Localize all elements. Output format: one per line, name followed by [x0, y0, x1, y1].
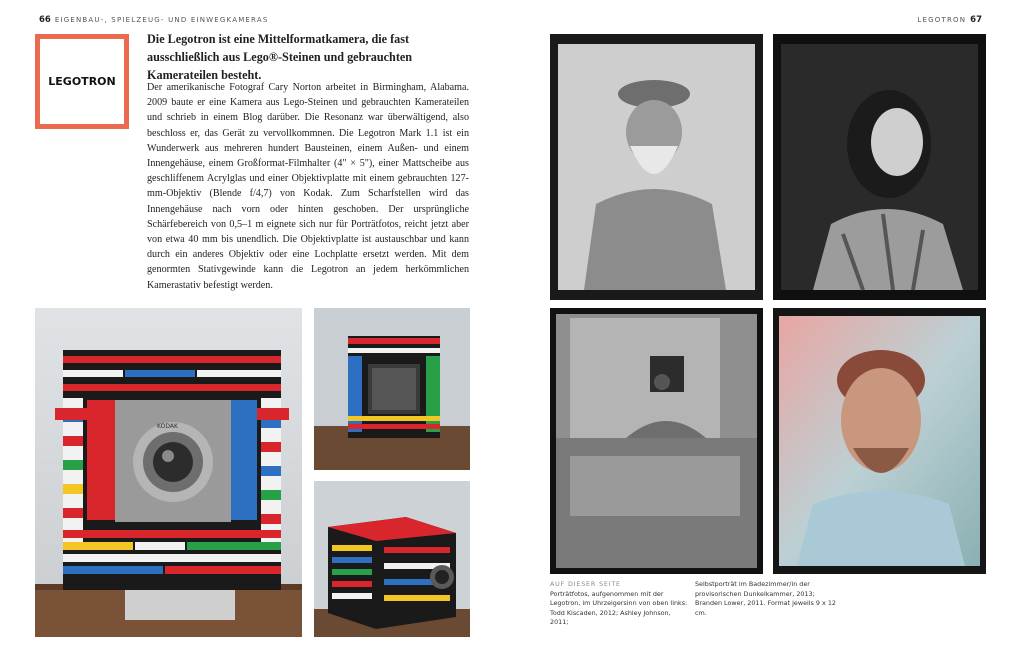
lego-camera-front-photo [35, 308, 302, 637]
running-title-left: EIGENBAU-, SPIELZEUG- UND EINWEGKAMERAS [54, 16, 269, 24]
chapter-title: LEGOTRON [48, 75, 116, 88]
chapter-title-box [35, 34, 129, 129]
running-header-right [917, 15, 986, 25]
page-number-left: 66 [39, 15, 51, 25]
portrait-todd-kiscaden [550, 34, 763, 300]
lego-camera-side-photo [314, 481, 470, 637]
lens-ring-text: KODAK [157, 423, 178, 430]
lego-camera-back-photo [314, 308, 470, 470]
lead-paragraph: Die Legotron ist eine Mittelformatkamera, die fast ausschließlich aus Lego®-Steinen und gebrauchten Kamerateilen besteht. [147, 32, 413, 82]
portrait-ashley-johnson [773, 34, 986, 300]
page-number-right: 67 [970, 15, 982, 25]
running-title-right: LEGOTRON [917, 16, 967, 24]
caption-text-2: Selbstporträt im Badezimmer/in der provisorischen Dunkelkammer, 2013; Branden Lower, 2011. Format jeweils 9 x 12 cm. [695, 580, 836, 617]
caption-col-2 [695, 580, 840, 618]
running-header-left [35, 15, 268, 25]
caption-kicker: AUF DIESER SEITE [550, 580, 621, 588]
portrait-branden-lower [773, 308, 986, 574]
body-paragraph: Der amerikanische Fotograf Cary Norton arbeitet in Birmingham, Alabama. 2009 baute er eine Kamera aus Lego-Steinen und gebrauchten Kamerateilen und schrieb in einem Blog darüber. Die Resonanz war überwältigend, also beschloss er, das Gerät zu vervollkommnen. Die Legotron Mark 1.1 ist ein Wunderwerk aus mehreren hundert Bausteinen, einem Außen- und einem Innengehäuse, einem Großformat-Filmhalter (4" × 5"), einer Mattscheibe aus geschliffenem Acrylglas und einer Objektivplatte mit einem gebrauchten 127-mm-Objektiv (Blende f/4,7) von Kodak. Zum Scharfstellen wird das Innengehäuse nach vorn oder hinten geschoben. Der ursprüngliche Schärfebereich von 0,5–1 m eignete sich nur für Porträtfotos, reicht jetzt aber von etwa 40 mm bis unendlich. Die Objektivplatte ist austauschbar und kann durch ein anderes Objektiv oder eine Lochplatte ersetzt werden. Mit dem genormten Stativgewinde kann die Legotron an jedem herkömmlichen Kamerastativ befestigt werden. [147, 82, 469, 291]
caption-col-1 [550, 580, 690, 628]
selbstportraet-badezimmer [550, 308, 763, 574]
caption-text-1: Porträtfotos, aufgenommen mit der Legotron, im Uhrzeigersinn von oben links: Todd Kiscaden, 2012; Ashley Johnson, 2011; [550, 589, 688, 627]
